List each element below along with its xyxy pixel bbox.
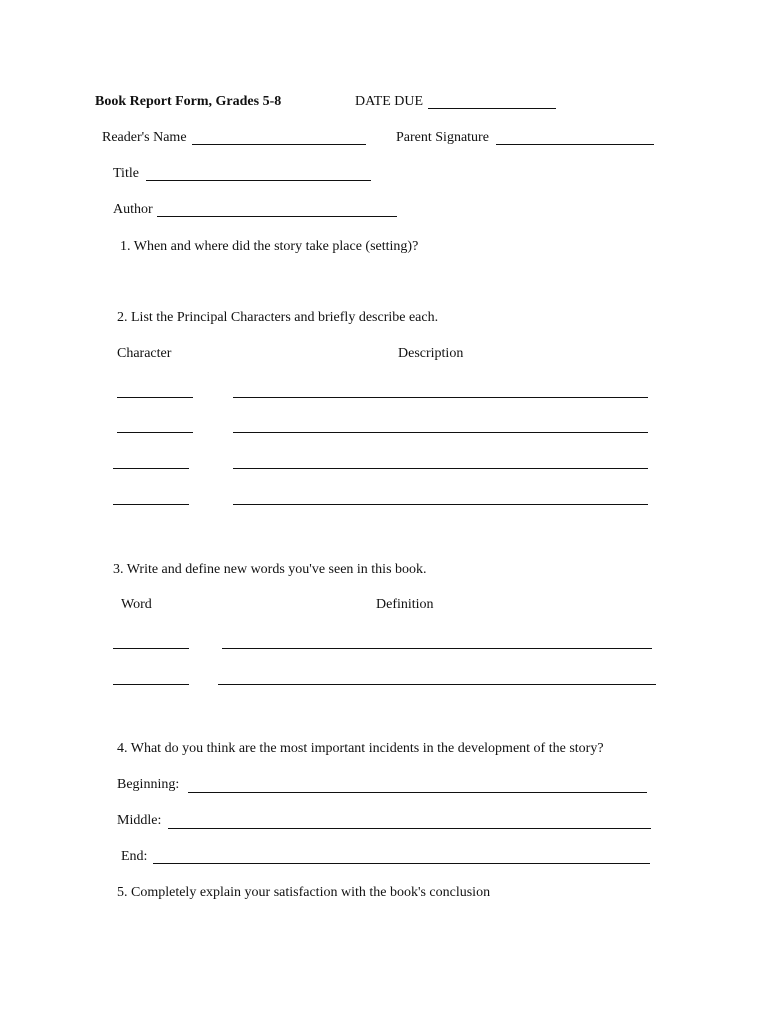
word-column-header: Word <box>121 597 152 612</box>
character-line[interactable] <box>113 468 189 469</box>
question-1: 1. When and where did the story take place (setting)? <box>120 239 419 254</box>
author-line[interactable] <box>157 216 397 217</box>
definition-line[interactable] <box>218 684 656 685</box>
form-title: Book Report Form, Grades 5-8 <box>95 94 282 109</box>
parent-signature-line[interactable] <box>496 144 654 145</box>
parent-signature-label: Parent Signature <box>396 130 489 145</box>
readers-name-label: Reader's Name <box>102 130 187 145</box>
middle-label: Middle: <box>117 813 162 828</box>
question-5: 5. Completely explain your satisfaction with the book's conclusion <box>117 885 491 900</box>
title-line[interactable] <box>146 180 371 181</box>
description-column-header: Description <box>398 346 464 361</box>
description-line[interactable] <box>233 397 648 398</box>
beginning-label: Beginning: <box>117 777 180 792</box>
character-line[interactable] <box>117 432 193 433</box>
description-line[interactable] <box>233 432 648 433</box>
middle-line[interactable] <box>168 828 651 829</box>
date-due-line[interactable] <box>428 108 556 109</box>
definition-column-header: Definition <box>376 597 434 612</box>
readers-name-line[interactable] <box>192 144 366 145</box>
definition-line[interactable] <box>222 648 652 649</box>
beginning-line[interactable] <box>188 792 647 793</box>
date-due-label: DATE DUE <box>355 94 424 109</box>
character-column-header: Character <box>117 346 172 361</box>
end-label: End: <box>121 849 148 864</box>
description-line[interactable] <box>233 504 648 505</box>
question-2: 2. List the Principal Characters and briefly describe each. <box>117 310 439 325</box>
title-label: Title <box>113 166 139 181</box>
question-3: 3. Write and define new words you've seen in this book. <box>113 562 427 577</box>
author-label: Author <box>113 202 153 217</box>
question-4: 4. What do you think are the most important incidents in the development of the story? <box>117 741 604 756</box>
word-line[interactable] <box>113 684 189 685</box>
description-line[interactable] <box>233 468 648 469</box>
word-line[interactable] <box>113 648 189 649</box>
end-line[interactable] <box>153 863 650 864</box>
character-line[interactable] <box>113 504 189 505</box>
character-line[interactable] <box>117 397 193 398</box>
